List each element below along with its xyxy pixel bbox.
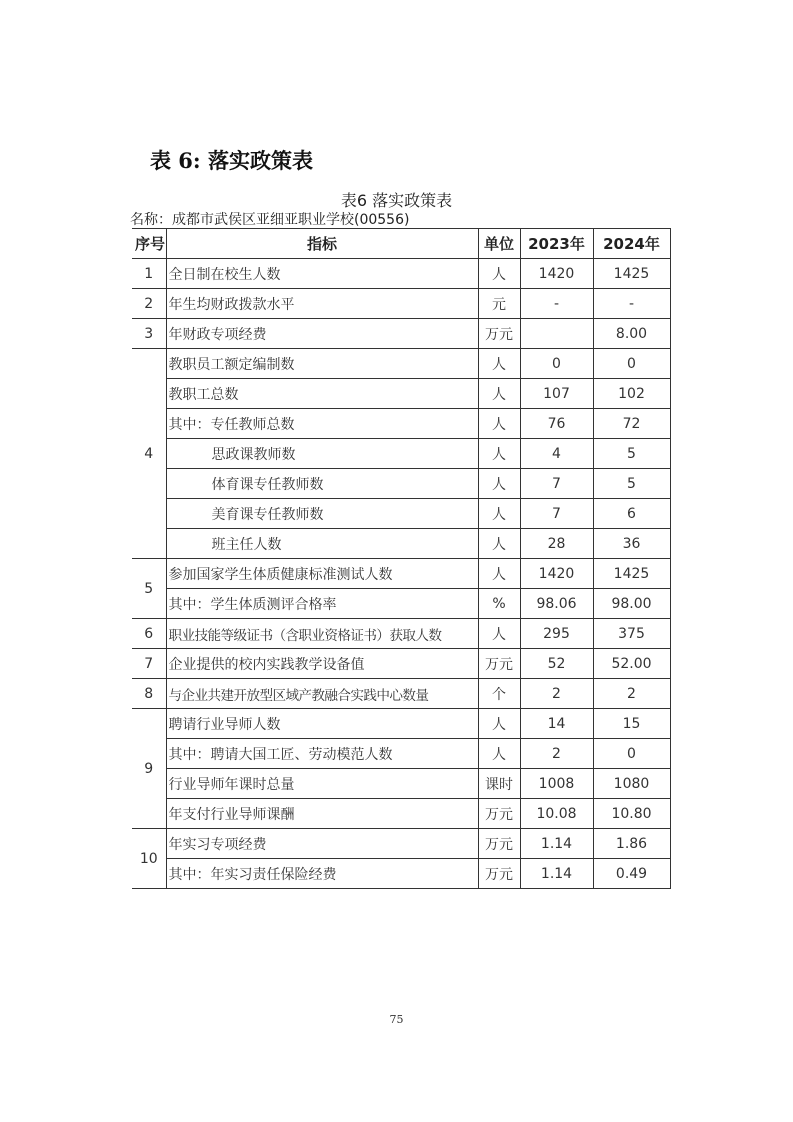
row-indicator: 教职员工额定编制数: [166, 349, 478, 379]
row-2023: 76: [520, 409, 593, 439]
row-2024: 1080: [593, 769, 670, 799]
row-2024: -: [593, 289, 670, 319]
row-no: 9: [132, 709, 166, 829]
row-unit: 人: [478, 469, 520, 499]
page-number: 75: [389, 1013, 404, 1026]
row-2023: 2: [520, 679, 593, 709]
table-row: [132, 469, 670, 499]
row-2023: 2: [520, 739, 593, 769]
row-unit: 万元: [478, 799, 520, 829]
col-header-indicator: 指标: [166, 229, 478, 259]
row-2024: 1425: [593, 559, 670, 589]
table-row: [132, 529, 670, 559]
row-no: 7: [132, 649, 166, 679]
row-unit: 万元: [478, 649, 520, 679]
row-no: 3: [132, 319, 166, 349]
row-unit: 人: [478, 739, 520, 769]
table-row: [132, 679, 670, 709]
school-name: 名称：成都市武侯区亚细亚职业学校(00556): [130, 212, 410, 228]
table-row: [132, 289, 670, 319]
table-row: [132, 859, 670, 889]
row-indicator: 教职工总数: [166, 379, 478, 409]
row-unit: 元: [478, 289, 520, 319]
row-indicator: 年支付行业导师课酬: [166, 799, 478, 829]
row-unit: 人: [478, 379, 520, 409]
table-row: [132, 799, 670, 829]
col-header-2024: 2024年: [593, 229, 670, 259]
row-2023: 1420: [520, 559, 593, 589]
row-2024: 36: [593, 529, 670, 559]
row-2024: 1.86: [593, 829, 670, 859]
row-indicator: 其中：专任教师总数: [166, 409, 478, 439]
row-indicator: 年财政专项经费: [166, 319, 478, 349]
row-indicator: 聘请行业导师人数: [166, 709, 478, 739]
row-2023: 4: [520, 439, 593, 469]
row-2024: 6: [593, 499, 670, 529]
row-2024: 375: [593, 619, 670, 649]
row-unit: 人: [478, 559, 520, 589]
row-no: 10: [132, 829, 166, 889]
row-unit: 万元: [478, 829, 520, 859]
row-unit: 个: [478, 679, 520, 709]
col-header-unit: 单位: [478, 229, 520, 259]
row-2023: 7: [520, 469, 593, 499]
row-2024: 5: [593, 439, 670, 469]
section-heading: 表 6: 落实政策表: [150, 148, 313, 173]
row-unit: 人: [478, 259, 520, 289]
row-unit: 人: [478, 349, 520, 379]
row-2024: 72: [593, 409, 670, 439]
row-2024: 8.00: [593, 319, 670, 349]
row-2024: 10.80: [593, 799, 670, 829]
row-no: 4: [132, 349, 166, 559]
row-2023: 295: [520, 619, 593, 649]
table-row: [132, 559, 670, 589]
row-unit: %: [478, 589, 520, 619]
row-2024: 0: [593, 349, 670, 379]
row-2023: 1008: [520, 769, 593, 799]
row-2023: 14: [520, 709, 593, 739]
row-2024: 102: [593, 379, 670, 409]
policy-table: [132, 228, 671, 889]
row-indicator: 班主任人数: [166, 529, 478, 559]
table-row: [132, 649, 670, 679]
row-2024: 1425: [593, 259, 670, 289]
row-unit: 人: [478, 709, 520, 739]
row-2023: [520, 319, 593, 349]
table-row: [132, 829, 670, 859]
row-unit: 人: [478, 409, 520, 439]
row-indicator: 思政课教师数: [166, 439, 478, 469]
row-2023: 0: [520, 349, 593, 379]
row-no: 2: [132, 289, 166, 319]
row-indicator: 企业提供的校内实践教学设备值: [166, 649, 478, 679]
row-no: 8: [132, 679, 166, 709]
row-unit: 课时: [478, 769, 520, 799]
row-indicator: 全日制在校生人数: [166, 259, 478, 289]
row-2024: 52.00: [593, 649, 670, 679]
row-2024: 0.49: [593, 859, 670, 889]
row-indicator: 美育课专任教师数: [166, 499, 478, 529]
row-indicator: 体育课专任教师数: [166, 469, 478, 499]
row-indicator: 行业导师年课时总量: [166, 769, 478, 799]
row-2024: 15: [593, 709, 670, 739]
table-row: [132, 499, 670, 529]
row-indicator: 其中：年实习责任保险经费: [166, 859, 478, 889]
row-2024: 98.00: [593, 589, 670, 619]
row-unit: 人: [478, 529, 520, 559]
row-indicator: 年生均财政拨款水平: [166, 289, 478, 319]
row-indicator: 年实习专项经费: [166, 829, 478, 859]
table-row: [132, 259, 670, 289]
table-header-row: [132, 229, 670, 259]
row-indicator: 职业技能等级证书（含职业资格证书）获取人数: [166, 619, 478, 649]
row-2023: 28: [520, 529, 593, 559]
row-2023: 98.06: [520, 589, 593, 619]
row-2023: -: [520, 289, 593, 319]
row-no: 5: [132, 559, 166, 619]
row-2023: 52: [520, 649, 593, 679]
table-row: [132, 769, 670, 799]
col-header-no: 序号: [132, 229, 166, 259]
table-row: [132, 589, 670, 619]
table-row: [132, 319, 670, 349]
row-2024: 0: [593, 739, 670, 769]
row-2024: 2: [593, 679, 670, 709]
row-2023: 7: [520, 499, 593, 529]
row-unit: 人: [478, 619, 520, 649]
row-no: 1: [132, 259, 166, 289]
row-indicator: 其中：聘请大国工匠、劳动模范人数: [166, 739, 478, 769]
table-row: [132, 409, 670, 439]
row-2023: 107: [520, 379, 593, 409]
row-2023: 1420: [520, 259, 593, 289]
table-row: [132, 709, 670, 739]
row-unit: 人: [478, 439, 520, 469]
table-row: [132, 379, 670, 409]
table-row: [132, 439, 670, 469]
row-2024: 5: [593, 469, 670, 499]
row-2023: 1.14: [520, 829, 593, 859]
table-row: [132, 739, 670, 769]
row-unit: 万元: [478, 859, 520, 889]
row-2023: 1.14: [520, 859, 593, 889]
row-indicator: 参加国家学生体质健康标准测试人数: [166, 559, 478, 589]
table-row: [132, 349, 670, 379]
col-header-2023: 2023年: [520, 229, 593, 259]
row-indicator: 与企业共建开放型区域产教融合实践中心数量: [166, 679, 478, 709]
table-caption: 表6 落实政策表: [340, 191, 453, 210]
table-row: [132, 619, 670, 649]
row-unit: 人: [478, 499, 520, 529]
row-no: 6: [132, 619, 166, 649]
row-indicator: 其中：学生体质测评合格率: [166, 589, 478, 619]
row-unit: 万元: [478, 319, 520, 349]
row-2023: 10.08: [520, 799, 593, 829]
